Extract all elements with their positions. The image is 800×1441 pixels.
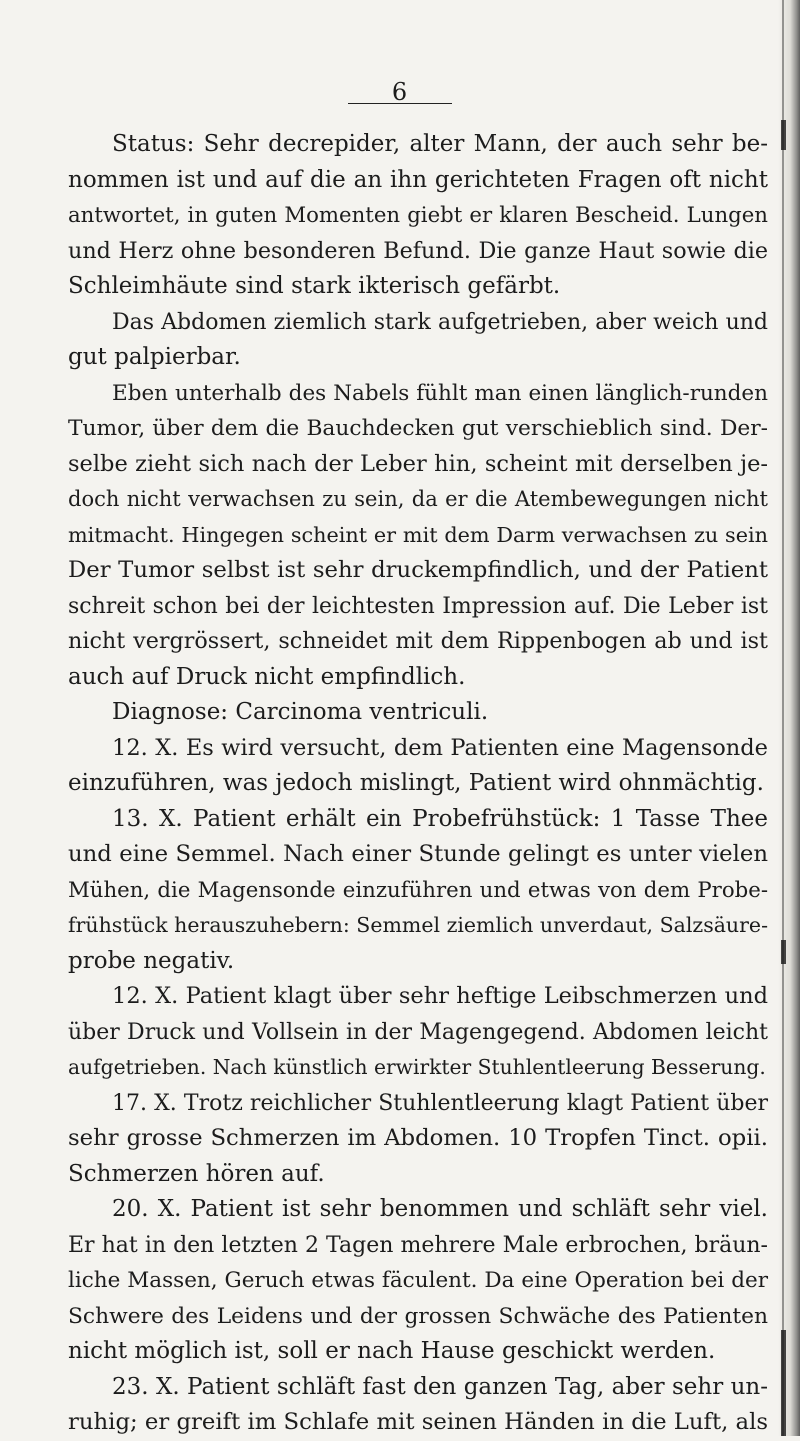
text-line: aufgetrieben. Nach künstlich erwirkter Stuhlentleerung Besserung. [68,1055,766,1079]
text-line: und eine Semmel. Nach einer Stunde gelingt es unter vielen [68,841,768,867]
page-edge-mark [781,120,786,150]
text-line: auch auf Druck nicht empfindlich. [68,663,466,690]
text-line: 20. X. Patient ist sehr benommen und schläft sehr viel. [112,1196,768,1222]
text-line: gut palpierbar. [68,344,241,370]
text-line: 13. X. Patient erhält ein Probefrühstück: 1 Tasse Thee [112,805,768,832]
text-line: probe negativ. [68,947,235,974]
page-edge-mark [781,940,786,964]
text-line: und Herz ohne besonderen Befund. Die ganze Haut sowie die [68,237,768,264]
text-line: antwortet, in guten Momenten giebt er klaren Bescheid. Lungen [68,203,768,228]
text-line: 17. X. Trotz reichlicher Stuhlentleerung klagt Patient über [112,1090,768,1116]
text-line: liche Massen, Geruch etwas fäculent. Da eine Operation bei der [68,1268,768,1293]
text-line: nommen ist und auf die an ihn gerichteten Fragen oft nicht [68,166,768,193]
text-line: Schwere des Leidens und der grossen Schwäche des Patienten [68,1303,768,1329]
text-line: Mühen, die Magensonde einzuführen und etwas von dem Probe- [68,877,768,903]
text-line: Er hat in den letzten 2 Tagen mehrere Male erbrochen, bräun- [68,1232,768,1258]
text-line: doch nicht verwachsen zu sein, da er die Atembewegungen nicht [68,487,768,511]
text-line: 12. X. Es wird versucht, dem Patienten eine Magensonde [112,734,768,761]
text-line: 23. X. Patient schläft fast den ganzen Tag, aber sehr un- [112,1373,768,1400]
page-number: 6 [391,78,409,106]
text-line: selbe zieht sich nach der Leber hin, scheint mit derselben je- [68,450,768,477]
page-number-rule [348,103,452,104]
text-line: Diagnose: Carcinoma ventriculi. [112,699,489,725]
text-line: Tumor, über dem die Bauchdecken gut verschieblich sind. Der- [68,416,768,441]
text-line: mitmacht. Hingegen scheint er mit dem Darm verwachsen zu sein [68,522,768,547]
text-line: über Druck und Vollsein in der Magengegend. Abdomen leicht [68,1019,768,1045]
text-line: Das Abdomen ziemlich stark aufgetrieben, aber weich und [112,309,768,335]
text-line: Eben unterhalb des Nabels fühlt man einen länglich-runden [112,380,768,406]
page-edge-mark [781,1330,786,1436]
text-line: ruhig; er greift im Schlafe mit seinen Händen in die Luft, als [68,1409,769,1435]
text-line: Der Tumor selbst ist sehr druckempfindlich, und der Patient [68,557,768,583]
body-text [68,127,768,1441]
text-line: einzuführen, was jedoch mislingt, Patient wird ohnmächtig. [68,770,764,796]
text-line: 12. X. Patient klagt über sehr heftige Leibschmerzen und [112,983,768,1009]
page-edge-line [782,0,784,1436]
text-line: Schmerzen hören auf. [68,1160,325,1187]
text-line: frühstück herauszuhebern: Semmel ziemlich unverdaut, Salzsäure- [68,913,768,937]
text-line: schreit schon bei der leichtesten Impression auf. Die Leber ist [68,593,768,619]
text-line: Status: Sehr decrepider, alter Mann, der auch sehr be- [112,131,768,157]
text-line: nicht vergrössert, schneidet mit dem Rippenbogen ab und ist [68,628,768,654]
text-line: sehr grosse Schmerzen im Abdomen. 10 Tropfen Tinct. opii. [68,1125,768,1151]
text-line: Schleimhäute sind stark ikterisch gefärbt. [68,273,561,299]
text-line: nicht möglich ist, soll er nach Hause geschickt werden. [68,1338,716,1364]
